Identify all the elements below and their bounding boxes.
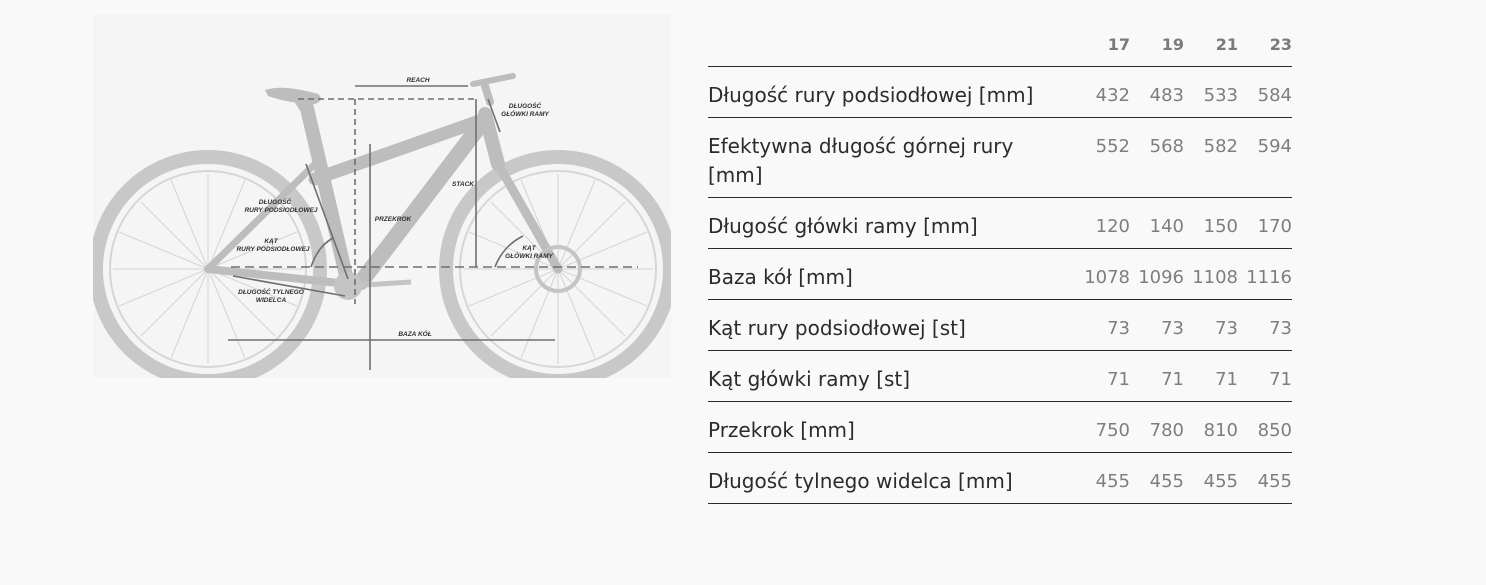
wheel-spokes bbox=[113, 174, 653, 364]
head-angle-label-1: KĄT bbox=[522, 245, 536, 252]
row-value: 455 bbox=[1238, 453, 1292, 504]
seat-angle-label-1: KĄT bbox=[264, 238, 278, 245]
row-label: Efektywna długość górnej rury [mm] bbox=[708, 118, 1076, 198]
size-header: 21 bbox=[1184, 26, 1238, 67]
row-value: 594 bbox=[1238, 118, 1292, 198]
row-value: 170 bbox=[1238, 198, 1292, 249]
row-value: 432 bbox=[1076, 67, 1130, 118]
row-label: Baza kół [mm] bbox=[708, 249, 1076, 300]
row-label: Kąt główki ramy [st] bbox=[708, 351, 1076, 402]
size-header: 23 bbox=[1238, 26, 1292, 67]
row-value: 1108 bbox=[1184, 249, 1238, 300]
head-tube-length-label-2: GŁÓWKI RAMY bbox=[501, 111, 549, 118]
seat-tube-length-label-1: DŁUGOŚĆ bbox=[258, 199, 292, 206]
row-value: 582 bbox=[1184, 118, 1238, 198]
row-label: Przekrok [mm] bbox=[708, 402, 1076, 453]
row-value: 73 bbox=[1184, 300, 1238, 351]
table-row bbox=[708, 118, 1292, 198]
row-value: 71 bbox=[1130, 351, 1184, 402]
chainstay-label-1: DŁUGOŚĆ TYLNEGO bbox=[238, 289, 304, 296]
row-value: 1116 bbox=[1238, 249, 1292, 300]
table-row bbox=[708, 67, 1292, 118]
measurement-lines bbox=[228, 86, 638, 370]
stack-label: STACK bbox=[452, 181, 474, 188]
row-value: 850 bbox=[1238, 402, 1292, 453]
row-value: 120 bbox=[1076, 198, 1130, 249]
table-row bbox=[708, 198, 1292, 249]
row-value: 150 bbox=[1184, 198, 1238, 249]
wheelbase-label: BAZA KÓŁ bbox=[398, 331, 432, 338]
row-value: 1096 bbox=[1130, 249, 1184, 300]
row-value: 584 bbox=[1238, 67, 1292, 118]
row-value: 455 bbox=[1130, 453, 1184, 504]
head-tube-length-label-1: DŁUGOŚĆ bbox=[508, 103, 542, 110]
bike-geometry-illustration bbox=[93, 14, 671, 378]
table-row bbox=[708, 300, 1292, 351]
saddle bbox=[265, 88, 321, 104]
bike-geometry-diagram bbox=[93, 14, 671, 378]
seat-tube-length-label-2: RURY PODSIODŁOWEJ bbox=[244, 207, 318, 214]
row-value: 455 bbox=[1076, 453, 1130, 504]
row-value: 483 bbox=[1130, 67, 1184, 118]
row-value: 750 bbox=[1076, 402, 1130, 453]
size-header: 17 bbox=[1076, 26, 1130, 67]
row-value: 73 bbox=[1130, 300, 1184, 351]
row-value: 73 bbox=[1076, 300, 1130, 351]
table-row bbox=[708, 351, 1292, 402]
size-header: 19 bbox=[1130, 26, 1184, 67]
row-value: 780 bbox=[1130, 402, 1184, 453]
chainstay-label-2: WIDELCA bbox=[255, 297, 287, 304]
row-label: Długość główki ramy [mm] bbox=[708, 198, 1076, 249]
header-label-cell bbox=[708, 26, 1076, 67]
reach-label: REACH bbox=[406, 77, 430, 84]
row-label: Długość rury podsiodłowej [mm] bbox=[708, 67, 1076, 118]
row-value: 71 bbox=[1184, 351, 1238, 402]
row-label: Długość tylnego widelca [mm] bbox=[708, 453, 1076, 504]
row-label: Kąt rury podsiodłowej [st] bbox=[708, 300, 1076, 351]
row-value: 71 bbox=[1238, 351, 1292, 402]
seat-angle-label-2: RURY PODSIODŁOWEJ bbox=[236, 246, 310, 253]
row-value: 71 bbox=[1076, 351, 1130, 402]
row-value: 455 bbox=[1184, 453, 1238, 504]
row-value: 533 bbox=[1184, 67, 1238, 118]
table-row bbox=[708, 249, 1292, 300]
size-header-row bbox=[708, 26, 1292, 67]
table-row bbox=[708, 453, 1292, 504]
standover-label: PRZEKROK bbox=[374, 216, 412, 223]
row-value: 568 bbox=[1130, 118, 1184, 198]
table-row bbox=[708, 402, 1292, 453]
row-value: 552 bbox=[1076, 118, 1130, 198]
row-value: 140 bbox=[1130, 198, 1184, 249]
row-value: 810 bbox=[1184, 402, 1238, 453]
geometry-table bbox=[708, 26, 1292, 504]
head-angle-label-2: GŁÓWKI RAMY bbox=[505, 253, 553, 260]
row-value: 1078 bbox=[1076, 249, 1130, 300]
row-value: 73 bbox=[1238, 300, 1292, 351]
